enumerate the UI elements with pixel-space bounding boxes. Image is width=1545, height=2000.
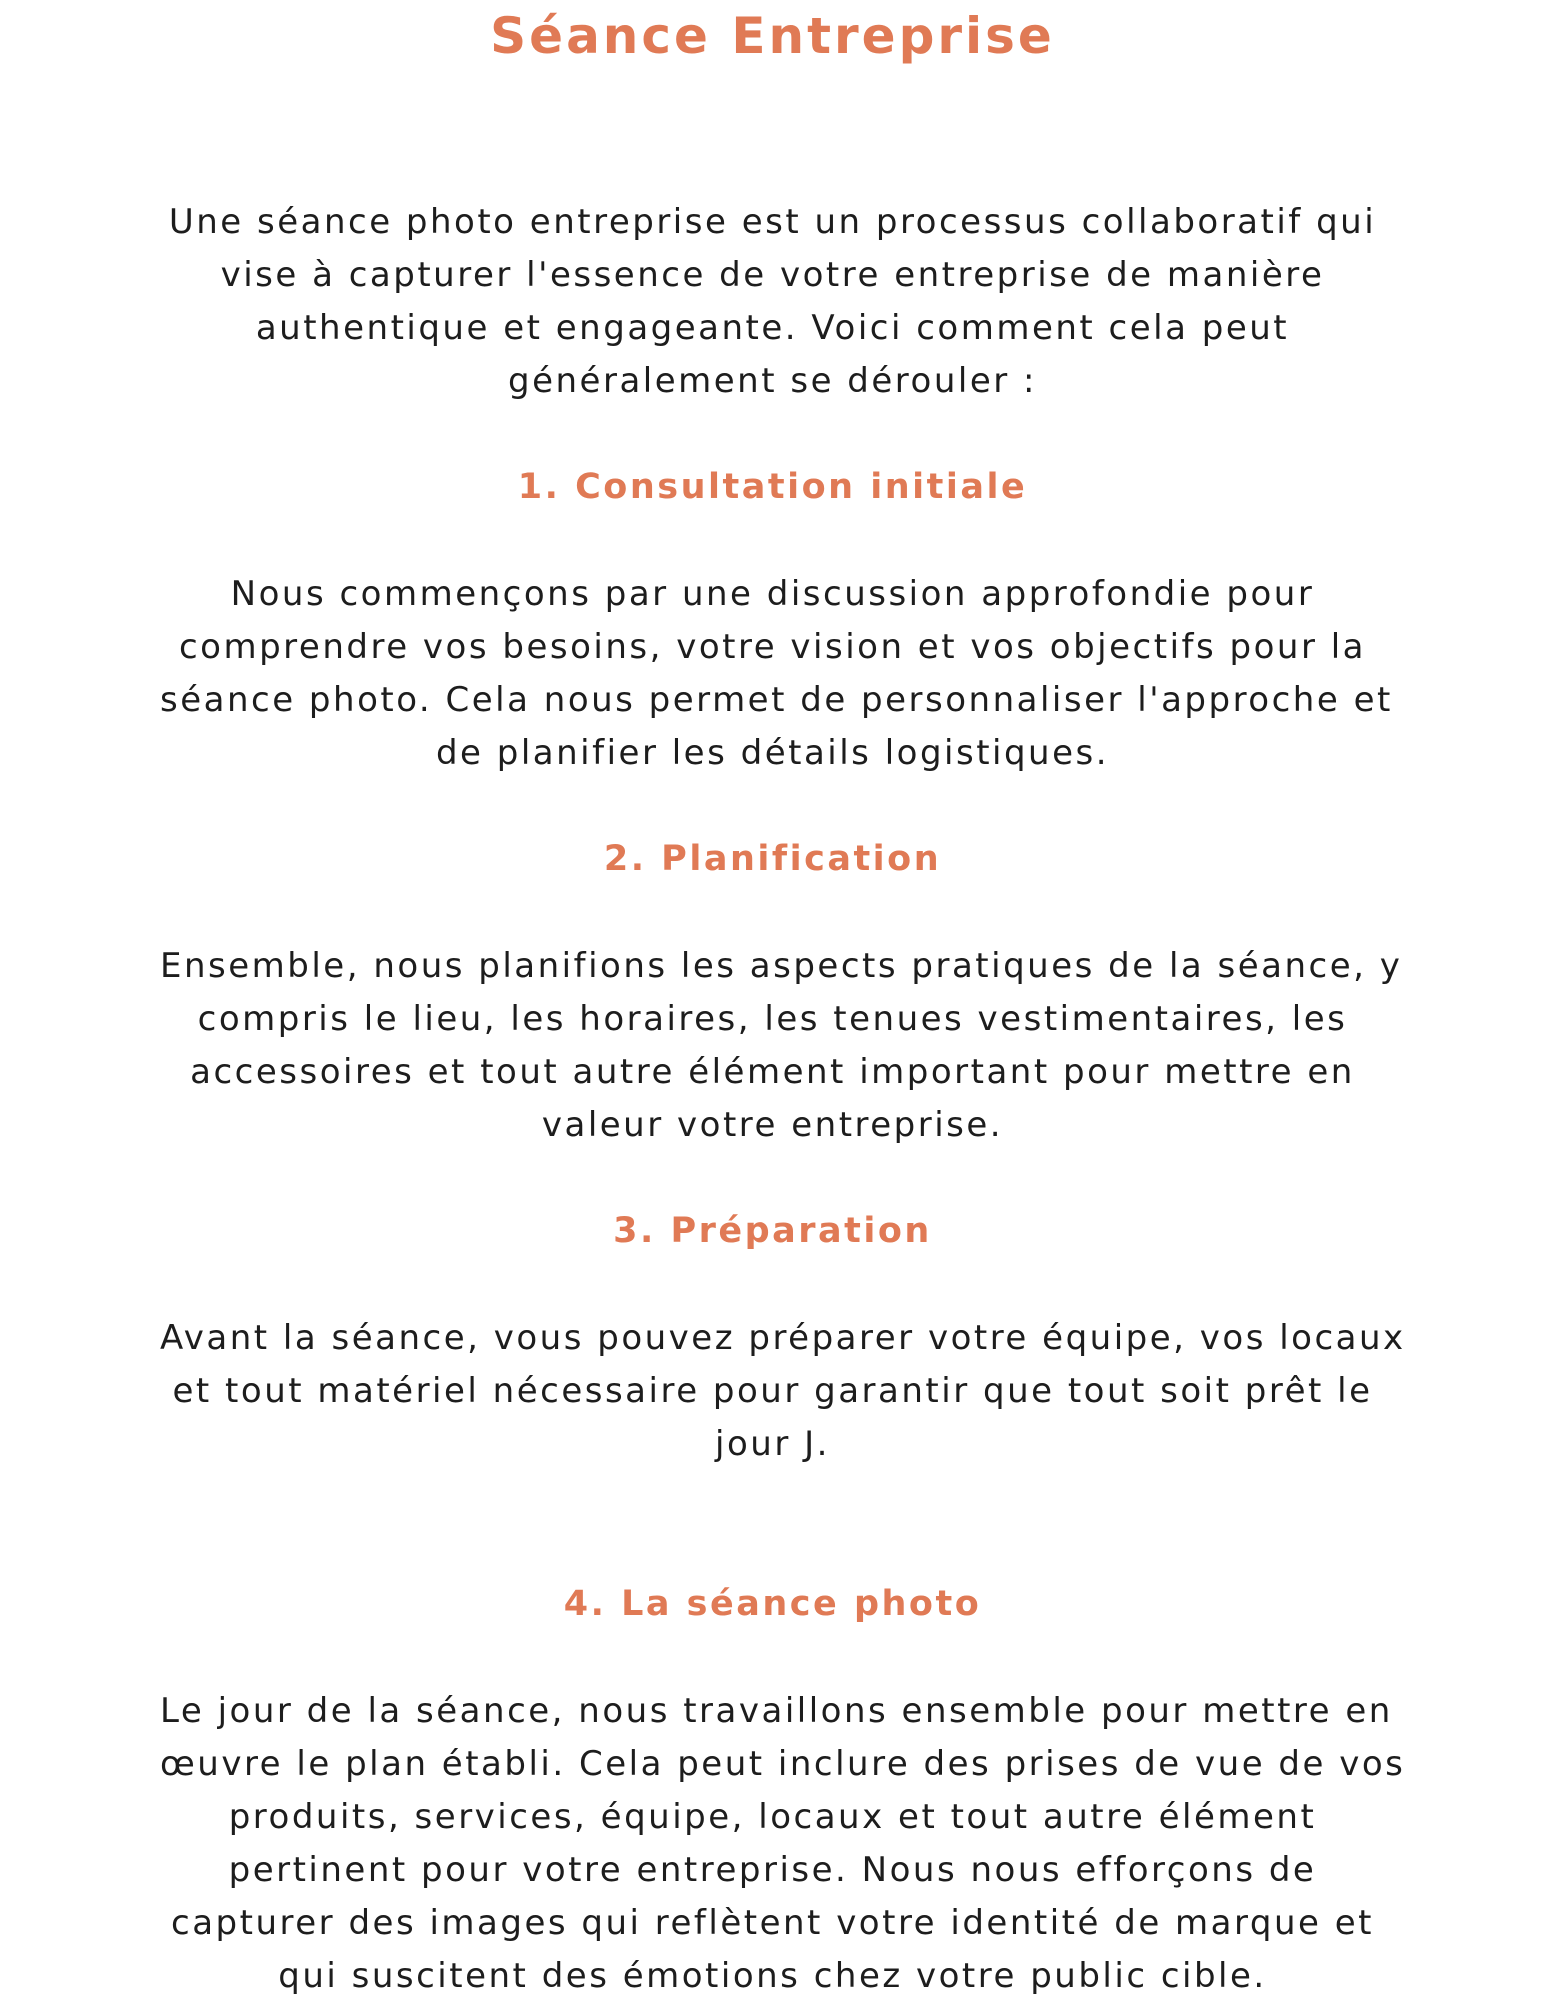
page-title: Séance Entreprise (490, 7, 1055, 65)
section-heading-seance-photo: 4. La séance photo (563, 1584, 982, 1624)
section-line: et tout matériel nécessaire pour garantir que tout soit prêt le (172, 1371, 1373, 1411)
intro-paragraph (160, 196, 1385, 408)
section-heading-preparation: 3. Préparation (613, 1211, 932, 1251)
section-line: Avant la séance, vous pouvez préparer votre équipe, vos locaux (160, 1318, 1406, 1358)
section-line: Ensemble, nous planifions les aspects pratiques de la séance, y (160, 946, 1403, 986)
section-paragraph-seance-photo (160, 1685, 1406, 2000)
section-paragraph-planification (160, 940, 1403, 1152)
section-line: qui suscitent des émotions chez votre public cible. (278, 1956, 1267, 1996)
section-line: séance photo. Cela nous permet de personnaliser l'approche et (160, 680, 1393, 720)
section-line: capturer des images qui reflètent votre identité de marque et (171, 1903, 1374, 1943)
section-paragraph-preparation (160, 1312, 1406, 1471)
section-paragraph-consultation (160, 568, 1393, 780)
intro-line: Une séance photo entreprise est un processus collaboratif qui (168, 202, 1377, 242)
section-line: produits, services, équipe, locaux et tout autre élément (228, 1797, 1317, 1837)
section-heading-consultation: 1. Consultation initiale (517, 467, 1028, 507)
section-line: jour J. (715, 1424, 830, 1464)
section-line: Nous commençons par une discussion approfondie pour (230, 574, 1315, 614)
intro-line: vise à capturer l'essence de votre entreprise de manière (220, 255, 1325, 295)
section-line: accessoires et tout autre élément important pour mettre en (190, 1052, 1355, 1092)
section-line: œuvre le plan établi. Cela peut inclure des prises de vue de vos (160, 1744, 1406, 1784)
intro-line: généralement se dérouler : (508, 361, 1037, 401)
intro-line: authentique et engageante. Voici comment cela peut (255, 308, 1290, 348)
section-line: compris le lieu, les horaires, les tenues vestimentaires, les (197, 999, 1348, 1039)
section-heading-planification: 2. Planification (603, 839, 942, 879)
section-line: valeur votre entreprise. (541, 1105, 1004, 1145)
section-line: comprendre vos besoins, votre vision et vos objectifs pour la (178, 627, 1367, 667)
section-line: Le jour de la séance, nous travaillons ensemble pour mettre en (160, 1691, 1393, 1731)
section-line: de planifier les détails logistiques. (435, 733, 1110, 773)
section-line: pertinent pour votre entreprise. Nous nous efforçons de (228, 1850, 1317, 1890)
